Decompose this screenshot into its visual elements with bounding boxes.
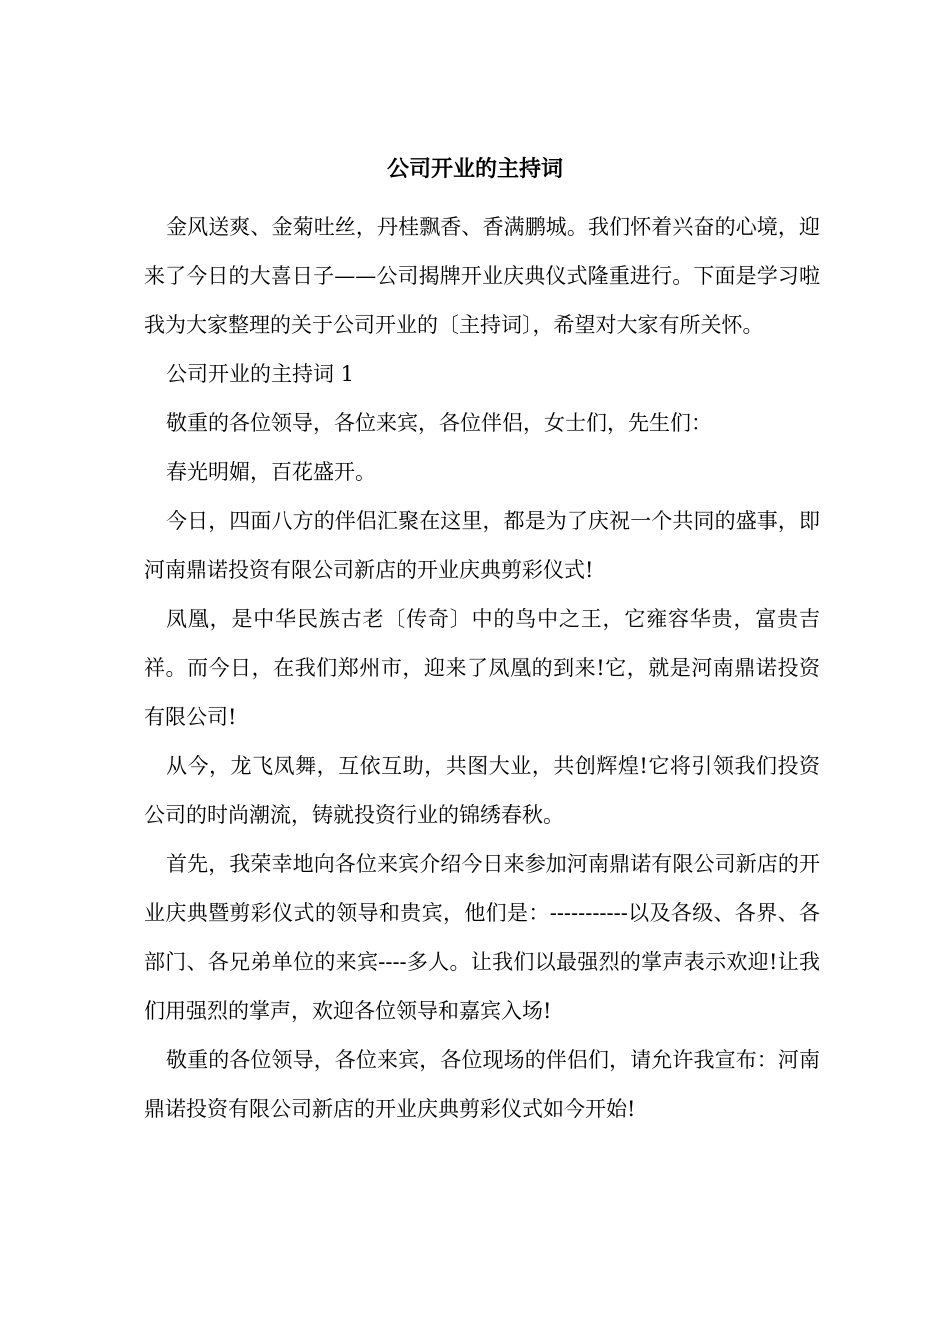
paragraph-phoenix: 凤凰，是中华民族古老〔传奇〕中的鸟中之王，它雍容华贵，富贵吉祥。而今日，在我们郑州市，迎来了凤凰的到来!它，就是河南鼎诺投资有限公司! xyxy=(144,607,820,729)
paragraph-section-heading: 公司开业的主持词 1 xyxy=(166,362,355,386)
paragraph-introduction-guests: 首先，我荣幸地向各位来宾介绍今日来参加河南鼎诺有限公司新店的开业庆典暨剪彩仪式的领导和贵宾，他们是：-----------以及各级、各界、各部门、各兄弟单位的来宾----多人。让我们以最强烈的掌声表示欢迎!让我们用强烈的掌声，欢迎各位领导和嘉宾入场! xyxy=(144,852,820,1023)
document-body xyxy=(144,203,820,1134)
paragraph-intro: 金风送爽、金菊吐丝，丹桂飘香、香满鹏城。我们怀着兴奋的心境，迎来了今日的大喜日子——公司揭牌开业庆典仪式隆重进行。下面是学习啦我为大家整理的关于公司开业的〔主持词〕，希望对大家有所关怀。 xyxy=(144,215,820,337)
paragraph-greeting: 敬重的各位领导，各位来宾，各位伴侣，女士们，先生们： xyxy=(166,411,712,435)
paragraph-announcement: 敬重的各位领导，各位来宾，各位现场的伴侣们，请允许我宣布：河南鼎诺投资有限公司新店的开业庆典剪彩仪式如今开始! xyxy=(144,1048,820,1121)
paragraph-today: 今日，四面八方的伴侣汇聚在这里，都是为了庆祝一个共同的盛事，即河南鼎诺投资有限公司新店的开业庆典剪彩仪式! xyxy=(144,509,820,582)
document-title: 公司开业的主持词 xyxy=(386,157,563,182)
paragraph-future: 从今，龙飞凤舞，互依互助，共图大业，共创辉煌!它将引领我们投资公司的时尚潮流，铸就投资行业的锦绣春秋。 xyxy=(144,754,820,827)
paragraph-spring: 春光明媚，百花盛开。 xyxy=(166,460,376,484)
